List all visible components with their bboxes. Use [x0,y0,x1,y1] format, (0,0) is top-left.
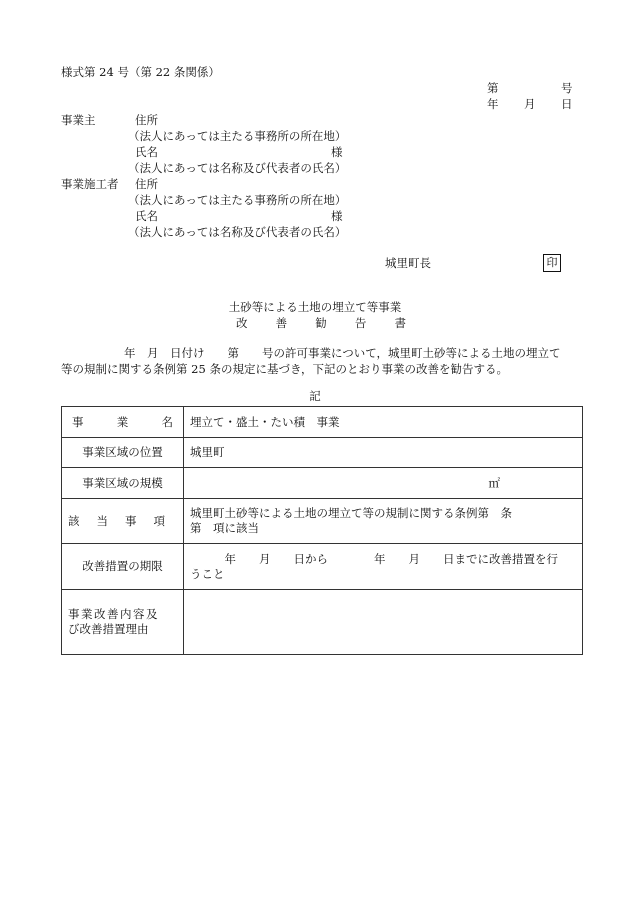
subtitle-char: 勧 [315,316,327,330]
scale-unit: ㎡ [184,468,583,499]
document-title: 土砂等による土地の埋立て等事業 [228,300,402,314]
reason-value [184,590,583,655]
body-line-1: 年 月 日付け 第 号の許可事業について，城里町土砂等による土地の埋立て [124,346,561,360]
deadline-label [62,544,184,590]
reason-label-line-1: 事業改善内容及 [68,607,159,621]
subtitle-char: 告 [354,316,367,330]
sekosha-address-note: （法人にあっては主たる事務所の所在地） [128,193,347,207]
table-row [62,499,583,544]
scale-label [62,468,184,499]
sekosha-name-note: （法人にあっては名称及び代表者の氏名） [128,225,347,239]
jigyonushi-address-label: 住所 [135,113,158,127]
label-char: 該 [68,513,80,528]
label-char: 事 [125,513,137,528]
jigyonushi-label: 事業主 [61,113,96,127]
project-name-label [62,407,184,438]
label-char: 当 [96,513,108,528]
label-char: 項 [153,513,165,528]
sekosha-address-label: 住所 [135,177,158,191]
form-number: 様式第 24 号（第 22 条関係） [61,65,220,79]
location-value: 城里町 [184,438,583,468]
sekosha-name-label: 氏名 [135,209,158,223]
sekosha-honorific: 様 [331,209,343,223]
body-line-2: 等の規制に関する条例第 25 条の規定に基づき，下記のとおり事業の改善を勧告する。 [61,362,508,376]
date-month: 月 [524,97,536,111]
jigyonushi-name-label: 氏名 [135,145,158,159]
location-label [62,438,184,468]
sekosha-label: 事業施工者 [61,177,119,191]
ki-heading: 記 [309,389,321,403]
date-year: 年 [487,97,499,111]
seal-stamp: 印 [543,254,561,272]
label-char: 事 [72,414,84,429]
details-table [61,406,583,655]
subtitle-char: 改 [236,316,248,330]
table-row [62,438,583,468]
clause-value-line-2: 第 項に該当 [190,521,259,535]
reason-label [62,590,184,655]
document-subtitle [236,316,406,330]
deadline-value-line-2: うこと [190,566,225,581]
date-day: 日 [561,97,573,111]
doc-number-suffix: 号 [561,81,573,95]
scale-label-text: 事業区域の規模 [82,475,163,490]
label-char: 業 [116,414,129,429]
table-row [62,544,583,590]
jigyonushi-address-note: （法人にあっては主たる事務所の所在地） [128,129,347,143]
subtitle-char: 書 [394,316,406,330]
table-row [62,468,583,499]
table-row [62,407,583,438]
deadline-value-line-1: 年 月 日から 年 月 日までに改善措置を行 [190,551,558,566]
jigyonushi-honorific: 様 [331,145,343,159]
clause-label [62,499,184,544]
project-name-value: 埋立て・盛土・たい積 事業 [184,407,583,438]
location-label-text: 事業区域の位置 [82,445,163,459]
doc-number-prefix: 第 [487,81,499,95]
deadline-value [184,544,583,590]
reason-label-line-2: び改善措置理由 [68,622,149,636]
table-row [62,590,583,655]
clause-value-line-1: 城里町土砂等による土地の埋立て等の規制に関する条例第 条 [190,506,512,520]
label-char: 名 [161,414,173,429]
issuer-title: 城里町長 [385,256,431,270]
clause-value [184,499,583,544]
subtitle-char: 善 [275,316,288,330]
deadline-label-text: 改善措置の期限 [82,559,163,573]
jigyonushi-name-note: （法人にあっては名称及び代表者の氏名） [128,161,347,175]
